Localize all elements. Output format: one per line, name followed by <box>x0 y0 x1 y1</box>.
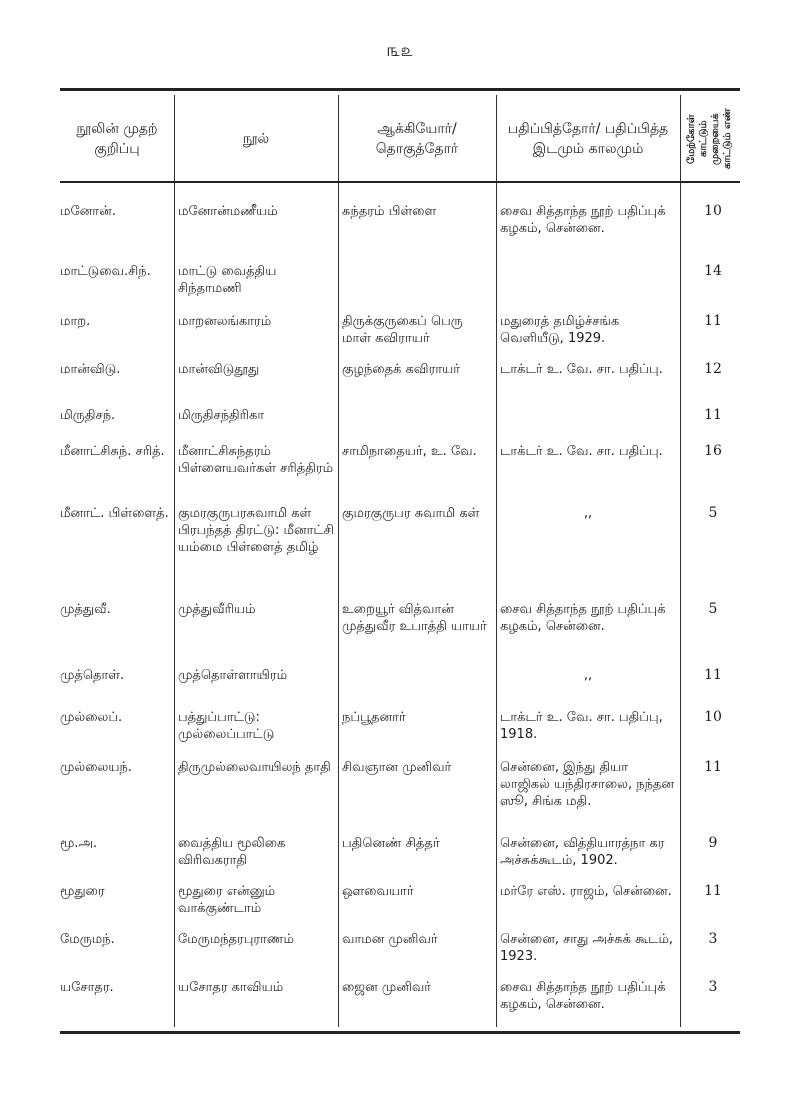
row-publisher: சென்னை, சாது அச்சுக் கூடம், 1923. <box>500 932 674 964</box>
row-count: 3 <box>708 979 718 995</box>
row-abbreviation: மூ.அ. <box>60 836 98 851</box>
header-count <box>680 99 740 179</box>
row-author: குழந்தைக் கவிராயர் <box>342 362 461 377</box>
header-publisher: பதிப்பித்தோர்/ பதிப்பித்த இடமும் காலமும் <box>507 121 669 157</box>
header-work: நூல் <box>242 131 270 147</box>
row-publisher: மர்ரே எஸ். ராஜம், சென்னை. <box>500 884 672 899</box>
row-author: ஔவையார் <box>342 884 414 899</box>
column-divider <box>496 95 497 1027</box>
row-author: வாமன முனிவர் <box>342 932 438 947</box>
row-abbreviation: மாட்டுவை.சிந். <box>60 264 151 279</box>
column-divider <box>174 95 175 1027</box>
row-author: நப்பூதனார் <box>342 710 406 725</box>
row-count: 11 <box>704 759 722 775</box>
row-count: 12 <box>704 361 722 377</box>
row-author: சிவஞான முனிவர் <box>342 760 452 775</box>
row-work: பத்துப்பாட்டு: முல்லைப்பாட்டு <box>178 710 275 742</box>
row-work: மேருமந்தரபுராணம் <box>178 932 294 947</box>
row-author: திருக்குருகைப் பெரு மாள் கவிராயர் <box>342 314 463 346</box>
row-publisher: டாக்டர் உ. வே. சா. பதிப்பு. <box>500 362 663 377</box>
row-work: மூதுரை என்னும் வாக்குண்டாம் <box>178 884 276 916</box>
page-number: ௩௨ <box>386 40 414 61</box>
row-count: 11 <box>704 883 722 899</box>
row-count: 11 <box>704 667 722 683</box>
row-author: குமரகுருபர சுவாமி கள் <box>342 506 480 521</box>
row-work: மனோன்மணீயம் <box>178 204 278 219</box>
row-abbreviation: மிருதிசந். <box>60 408 116 423</box>
row-publisher: ,, <box>583 506 593 521</box>
bibliography-table <box>60 88 740 1034</box>
row-work: மீனாட்சிசுந்தரம் பிள்ளையவர்கள் சரித்திரம் <box>178 444 334 476</box>
row-count: 10 <box>704 709 722 725</box>
header-abbreviation: நூலின் முதற் குறிப்பு <box>76 121 158 157</box>
row-count: 11 <box>704 407 722 423</box>
row-publisher: சைவ சித்தாந்த நூற் பதிப்புக் கழகம், சென்னை. <box>500 204 666 236</box>
row-count: 3 <box>708 931 718 947</box>
row-publisher: சைவ சித்தாந்த நூற் பதிப்புக் கழகம், சென்னை. <box>500 602 666 634</box>
row-author: உறையூர் வித்வான் முத்துவீர உபாத்தி யாயர் <box>342 602 487 634</box>
header-count-text: மேற்கோள் காட்டும் முறையைக் காட்டும் எண் <box>686 108 733 170</box>
row-publisher: சைவ சித்தாந்த நூற் பதிப்புக் கழகம், சென்னை. <box>500 980 666 1012</box>
row-abbreviation: மூதுரை <box>60 884 105 899</box>
row-publisher: மதுரைத் தமிழ்ச்சங்க வெளியீடு, 1929. <box>500 314 620 346</box>
row-work: மான்விடுதூது <box>178 362 260 377</box>
row-author: ஜைன முனிவர் <box>342 980 432 995</box>
row-count: 5 <box>708 505 718 521</box>
row-abbreviation: யசோதர. <box>60 980 114 995</box>
row-abbreviation: முத்தொள். <box>60 668 125 683</box>
row-work: மாட்டு வைத்திய சிந்தாமணி <box>178 264 277 296</box>
row-abbreviation: மீனாட். பிள்ளைத். <box>60 506 169 521</box>
row-work: திருமுல்லைவாயிலந் தாதி <box>178 760 331 775</box>
row-publisher: டாக்டர் உ. வே. சா. பதிப்பு. <box>500 444 663 459</box>
row-count: 10 <box>704 203 722 219</box>
row-publisher: ,, <box>583 668 593 683</box>
row-count: 14 <box>704 263 722 279</box>
column-divider <box>338 95 339 1027</box>
row-work: யசோதர காவியம் <box>178 980 284 995</box>
row-author: சுந்தரம் பிள்ளை <box>342 204 437 219</box>
row-author: சாமிநாதையர், உ. வே. <box>342 444 477 459</box>
row-work: வைத்திய மூலிகை விரிவகராதி <box>178 836 286 868</box>
row-count: 16 <box>704 443 722 459</box>
row-count: 11 <box>704 313 722 329</box>
column-divider <box>680 95 681 1027</box>
row-count: 5 <box>708 601 718 617</box>
header-divider <box>60 181 740 183</box>
row-abbreviation: முல்லைப். <box>60 710 123 725</box>
row-work: குமரகுருபரசுவாமி கள் பிரபந்தத் திரட்டு: மீனாட்சி யம்மை பிள்ளைத் தமிழ் <box>178 506 334 555</box>
row-work: முத்தொள்ளாயிரம் <box>178 668 288 683</box>
row-publisher: சென்னை, வித்தியாரத்நா கர அச்சுக்கூடம், 1902. <box>500 836 665 868</box>
row-abbreviation: மான்விடு. <box>60 362 121 377</box>
row-abbreviation: மாற. <box>60 314 91 329</box>
row-abbreviation: முல்லையந். <box>60 760 132 775</box>
row-work: முத்துவீரியம் <box>178 602 256 617</box>
row-abbreviation: மீனாட்சிசுந். சரித். <box>60 444 165 459</box>
row-count: 9 <box>708 835 718 851</box>
row-author: பதினெண் சித்தர் <box>342 836 440 851</box>
row-abbreviation: முத்துவீ. <box>60 602 111 617</box>
row-work: மிருதிசந்திரிகா <box>178 408 265 423</box>
header-author: ஆக்கியோர்/ தொகுத்தோர் <box>375 121 459 157</box>
row-abbreviation: மனோன். <box>60 204 116 219</box>
row-publisher: சென்னை, இந்து தியா லாஜிகல் யந்திரசாலை, நந்தன ஸூ, சிங்க மதி. <box>500 760 674 809</box>
row-publisher: டாக்டர் உ. வே. சா. பதிப்பு, 1918. <box>500 710 663 742</box>
row-abbreviation: மேருமந். <box>60 932 115 947</box>
row-work: மாறனலங்காரம் <box>178 314 272 329</box>
